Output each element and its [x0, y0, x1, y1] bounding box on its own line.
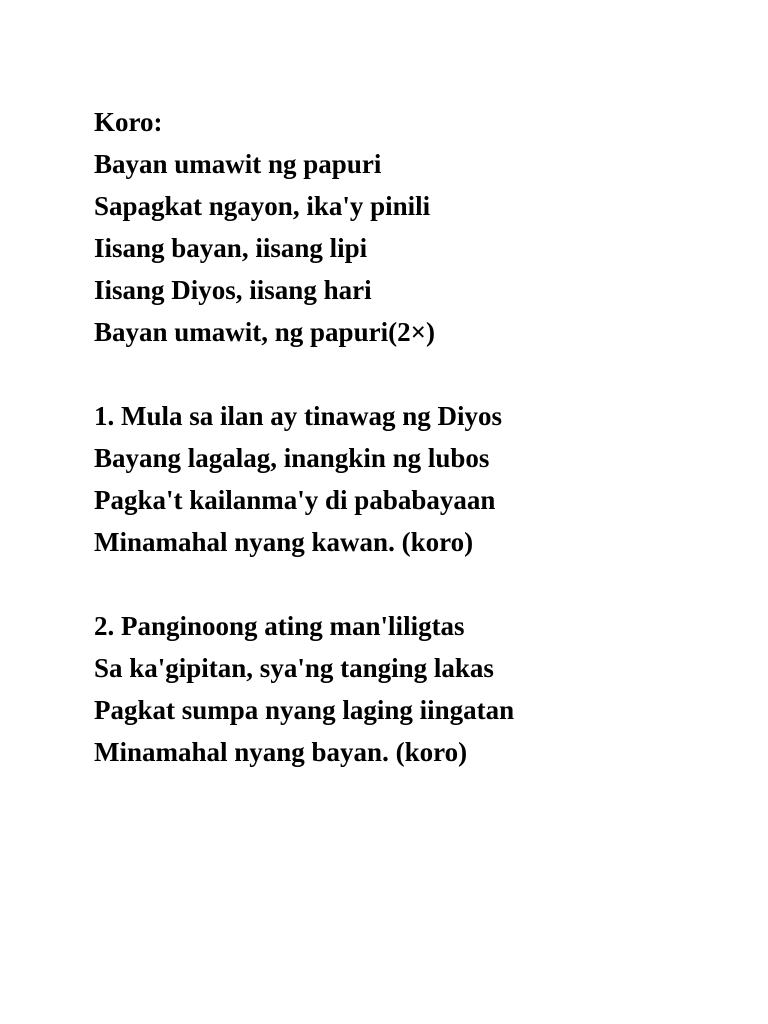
verse-line: 1. Mula sa ilan ay tinawag ng Diyos	[94, 401, 503, 431]
chorus-line: Sapagkat ngayon, ika'y pinili	[94, 191, 431, 221]
verse-line: Pagkat sumpa nyang laging iingatan	[94, 695, 515, 725]
chorus-line: Iisang Diyos, iisang hari	[94, 275, 372, 305]
lyrics-text	[94, 101, 514, 773]
chorus-line: Bayan umawit, ng papuri(2×)	[94, 317, 435, 347]
verse-line: Minamahal nyang kawan. (koro)	[94, 527, 474, 557]
verse-line: Pagka't kailanma'y di pababayaan	[94, 485, 496, 515]
stanza-gap	[94, 353, 514, 395]
verse-line: Bayang lagalag, inangkin ng lubos	[94, 443, 490, 473]
verse-line: Sa ka'gipitan, sya'ng tanging lakas	[94, 653, 494, 683]
verse-line: Minamahal nyang bayan. (koro)	[94, 737, 468, 767]
verse-2-block	[94, 605, 514, 773]
chorus-block	[94, 101, 514, 353]
verse-line: 2. Panginoong ating man'liligtas	[94, 611, 465, 641]
chorus-heading: Koro:	[94, 107, 163, 137]
chorus-line: Iisang bayan, iisang lipi	[94, 233, 368, 263]
verse-1-block	[94, 395, 514, 563]
stanza-gap	[94, 563, 514, 605]
chorus-line: Bayan umawit ng papuri	[94, 149, 382, 179]
